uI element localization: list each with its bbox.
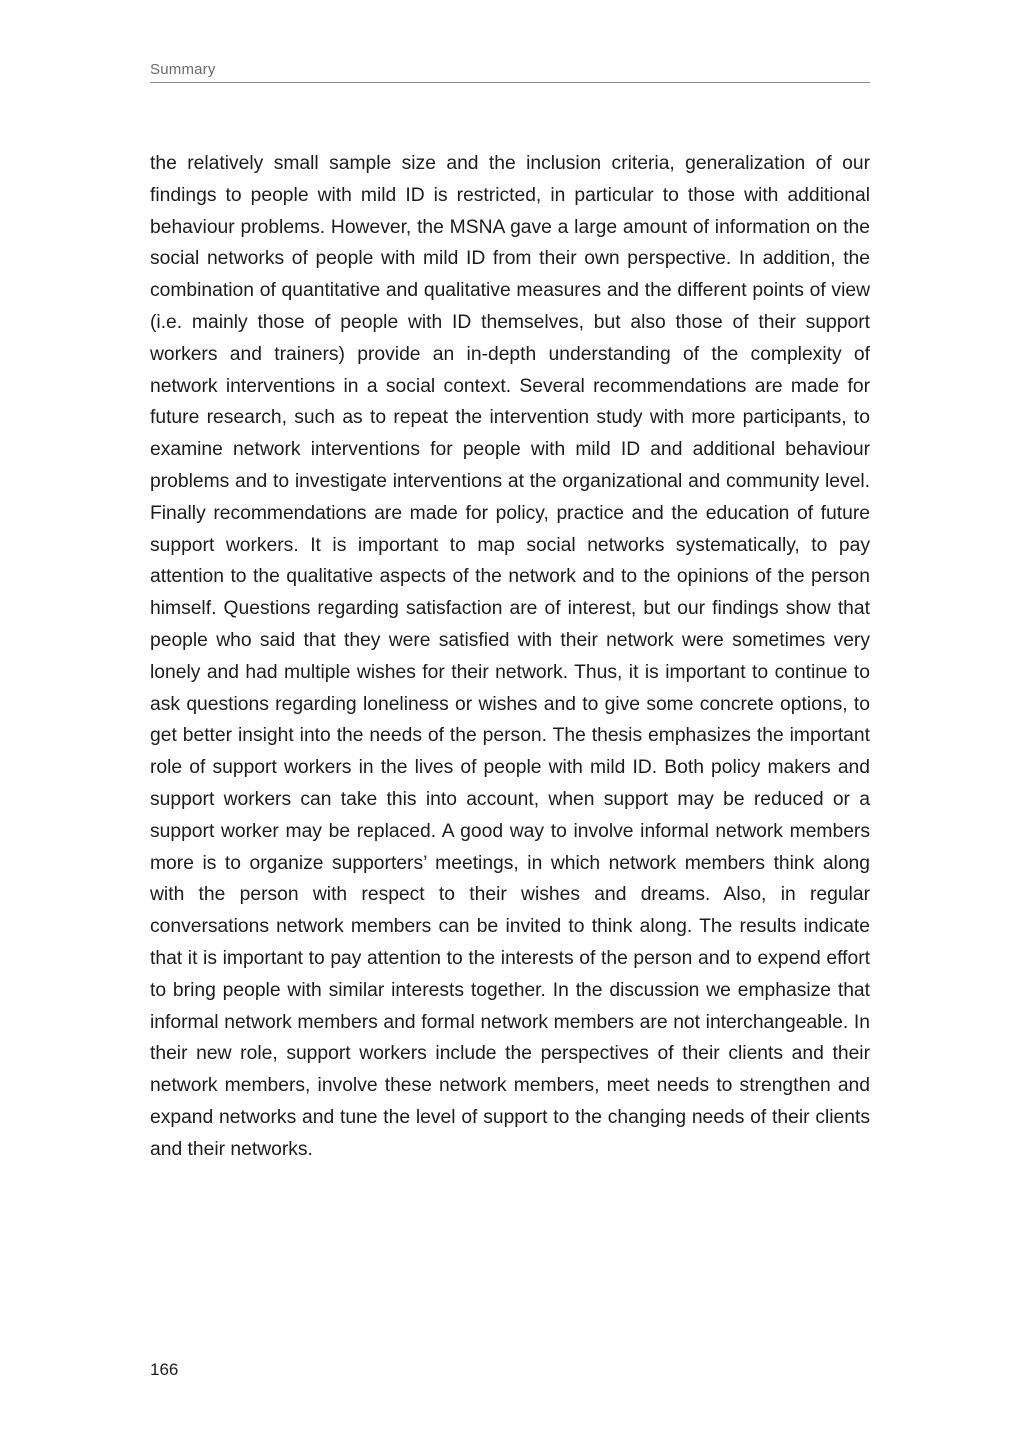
body-paragraph: the relatively small sample size and the inclusion criteria, generalization of our findings to people with mild ID is restricted, in particular to those with additional behaviour problems. However, the MSNA gave a large amount of information on the social networks of people with mild ID from their own perspective. In addition, the combination of quantitative and qualitative measures and the different points of view (i.e. mainly those of people with ID themselves, but also those of their support workers and trainers) provide an in-depth understanding of the complexity of network interventions in a social context. Several recommendations are made for future research, such as to repeat the intervention study with more participants, to examine network interventions for people with mild ID and additional behaviour problems and to investigate interventions at the organizational and community level. Finally recommendations are made for policy, practice and the education of future support workers. It is important to map social networks systematically, to pay attention to the qualitative aspects of the network and to the opinions of the person himself. Questions regarding satisfaction are of interest, but our findings show that people who said that they were satisfied with their network were sometimes very lonely and had multiple wishes for their network. Thus, it is important to continue to ask questions regarding loneliness or wishes and to give some concrete options, to get better insight into the needs of the person. The thesis emphasizes the important role of support workers in the lives of people with mild ID. Both policy makers and support workers can take this into account, when support may be reduced or a support worker may be replaced. A good way to involve informal network members more is to organize supporters’ meetings, in which network members think along with the person with respect to their wishes and dreams. Also, in regular conversations network members can be invited to think along. The results indicate that it is important to pay attention to the interests of the person and to expend effort to bring people with similar interests together. In the discussion we emphasize that informal network members and formal network members are not interchangeable. In their new role, support workers include the perspectives of their clients and their network members, involve these network members, meet needs to strengthen and expand networks and tune the level of support to the changing needs of their clients and their networks.: [150, 153, 870, 1160]
running-title: Summary: [150, 61, 216, 78]
page-number: 166: [150, 1360, 179, 1379]
running-header: [150, 60, 870, 83]
